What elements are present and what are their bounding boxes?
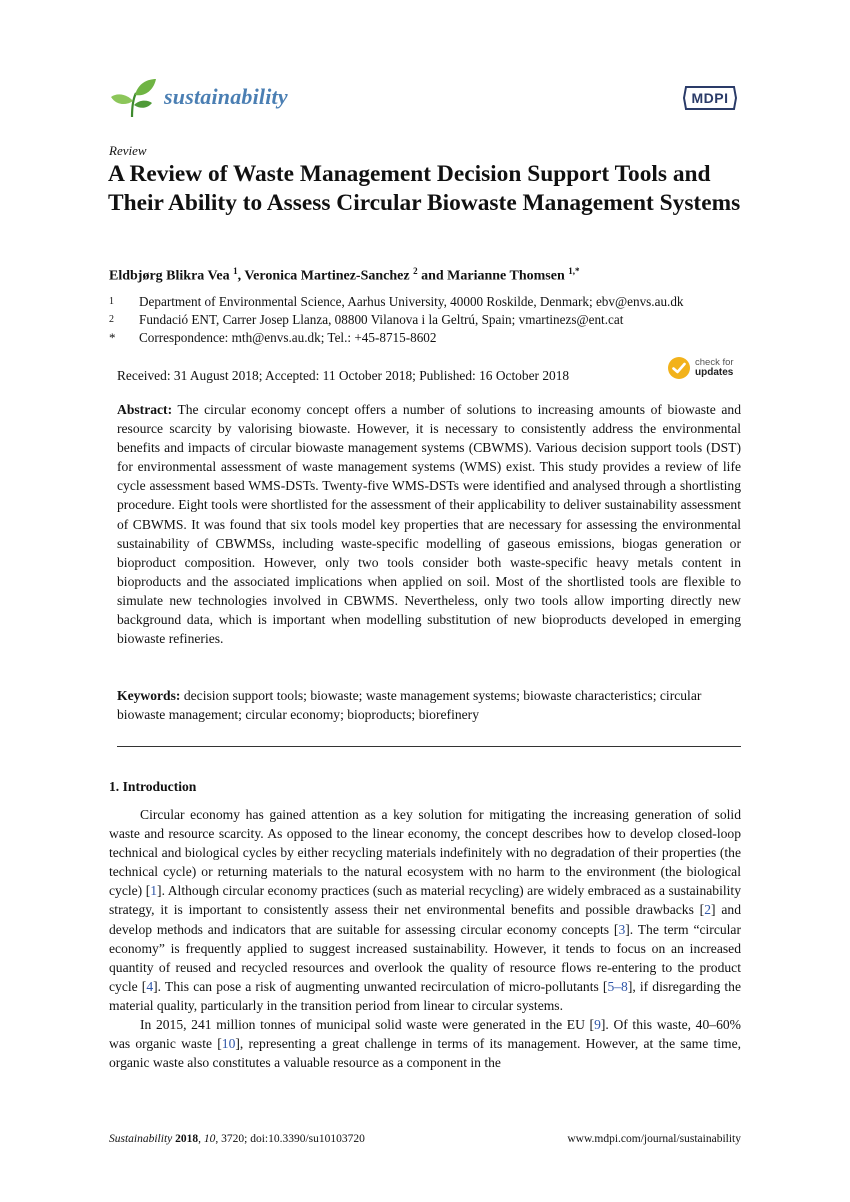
- article-title: A Review of Waste Management Decision Support Tools and Their Ability to Assess Circular Biowaste Management Systems: [108, 161, 741, 216]
- affiliation-text: Department of Environmental Science, Aarhus University, 40000 Roskilde, Denmark; ebv@envs.au.dk: [139, 294, 684, 309]
- affiliation-text: Correspondence: mth@envs.au.dk; Tel.: +45-8715-8602: [139, 330, 437, 345]
- footer-doi: , 3720; doi:10.3390/su10103720: [215, 1133, 365, 1145]
- citation-link[interactable]: 2: [704, 902, 712, 918]
- journal-logo[interactable]: [108, 72, 288, 122]
- publication-dates: Received: 31 August 2018; Accepted: 11 October 2018; Published: 16 October 2018: [117, 368, 570, 383]
- paragraph-text: ]. Although circular economy practices (such as material recycling) are widely embraced as a sustainability strategy, it is important to consistently assess their net environmental benefits and possible drawbacks [: [109, 883, 741, 918]
- journal-name: sustainability: [164, 84, 288, 109]
- author-affiliation-marker: 1,*: [568, 266, 580, 276]
- author-separator: ,: [237, 268, 245, 284]
- affiliation-item: [109, 293, 749, 311]
- mdpi-logo-text: MDPI: [691, 90, 729, 106]
- citation-link[interactable]: 10: [221, 1036, 236, 1052]
- citation-link[interactable]: 1: [150, 883, 158, 899]
- footer-year: 2018: [175, 1133, 199, 1145]
- affiliation-text: Fundació ENT, Carrer Josep Llanza, 08800 Vilanova i la Geltrú, Spain; vmartinezs@ent.cat: [139, 312, 624, 327]
- paragraph-2: [109, 1015, 741, 1072]
- paragraph-text: ]. The term “circular economy” is frequently applied to suggest increased sustainability. However, it tends to focus on an increased quantity of reused and recycled resources and overlook the quality of resource flows re-entering to the product cycle [: [109, 921, 741, 994]
- affiliation-marker: 2: [109, 314, 114, 325]
- check-updates-line2: updates: [695, 367, 734, 378]
- paragraph-text: ]. Of this waste, 40–60% was organic waste [: [109, 1017, 741, 1052]
- journal-url-link[interactable]: www.mdpi.com/journal/sustainability: [567, 1133, 741, 1145]
- citation-link[interactable]: 9: [594, 1017, 601, 1033]
- citation-link[interactable]: 5–8: [607, 978, 628, 994]
- plant-icon: [108, 73, 160, 121]
- citation-link[interactable]: 4: [146, 978, 154, 994]
- keywords-text: decision support tools; biowaste; waste management systems; biowaste characteristics; circular biowaste management; circular economy; bioproducts; biorefinery: [117, 688, 702, 723]
- paragraph-text: ], representing a great challenge in terms of its management. However, at the same time, organic waste also constitutes a valuable resource as a component in the: [109, 1036, 741, 1071]
- author-affiliation-marker: 1: [233, 266, 238, 276]
- check-updates-text: [695, 358, 734, 378]
- author-separator: and: [417, 268, 448, 284]
- affiliations: [109, 293, 749, 347]
- paragraph-text: ], if disregarding the material quality, particularly in the transition period from linear to circular systems.: [109, 978, 741, 1013]
- check-updates-line1: check for: [695, 357, 734, 368]
- author-name[interactable]: Veronica Martinez-Sanchez: [244, 268, 414, 284]
- author-list: [109, 266, 749, 285]
- paragraph-1: [109, 805, 741, 1015]
- page-footer: [109, 1133, 741, 1145]
- citation-line: Sustainability 2018, 10, 3720; doi:10.3390/su10103720: [109, 1133, 365, 1145]
- section-heading: 1. Introduction: [109, 779, 197, 794]
- citation-link[interactable]: 3: [618, 921, 626, 937]
- author-affiliation-marker: 2: [413, 266, 418, 276]
- affiliation-item: [109, 311, 749, 329]
- keywords: [117, 686, 741, 724]
- author-name[interactable]: Eldbjørg Blikra Vea: [109, 268, 234, 284]
- paragraph-text: Circular economy has gained attention as a key solution for mitigating the increasing generation of solid waste and resource scarcity. As opposed to the linear economy, the concept describes how to develop closed-loop technical and biological cycles by either recycling materials indefinitely with no degradation of their properties (the technical cycle) or returning materials to the natural ecosystem with no harm to the environment (the biological cycle) [: [109, 807, 741, 899]
- paragraph-text: ] and develop methods and indicators that are suitable for assessing circular economy concepts [: [109, 902, 741, 937]
- affiliation-marker: 1: [109, 296, 114, 307]
- footer-journal: Sustainability: [109, 1133, 173, 1145]
- author-name[interactable]: Marianne Thomsen: [447, 268, 569, 284]
- check-updates-icon: [667, 356, 691, 380]
- check-for-updates-badge[interactable]: [667, 353, 747, 383]
- affiliation-item: [109, 329, 749, 347]
- paragraph-text: In 2015, 241 million tonnes of municipal solid waste were generated in the EU [: [140, 1017, 595, 1033]
- abstract-text: The circular economy concept offers a number of solutions to increasing amounts of biowaste and resource scarcity by valorising biowaste. However, it is necessary to consistently address the environmental benefits and impacts of circular biowaste management systems (CBWMS). Various decision support tools (DST) for environmental assessment of waste management systems (WMS) exist. This study provides a review of life cycle assessment based WMS-DSTs. Twenty-five WMS-DSTs were identified and analysed through a shortlisting procedure. Eight tools were shortlisted for the assessment of their applicability to deliver sustainability assessment of CBWMS. It was found that six tools model key properties that are necessary for assessing the environmental sustainability of CBWMSs, including waste-specific modelling of gaseous emissions, biogas generation or bioproduct composition. However, only two tools consider both waste-specific heavy metals content in bioproducts and the associated implications when applied on soil. Most of the shortlisted tools are flexible to simulate new technologies involved in CBWMS. Nevertheless, only two tools allow importing directly new background data, which is important when modelling substitution of new bioproducts developed in emerging biowaste refineries.: [117, 402, 742, 647]
- paragraph-text: ]. This can pose a risk of augmenting unwanted recirculation of micro-pollutants [: [153, 978, 608, 994]
- article-type: Review: [109, 143, 147, 158]
- introduction-body: [109, 805, 741, 1072]
- keywords-label: Keywords:: [117, 688, 181, 703]
- footer-volume: 10: [203, 1133, 216, 1145]
- affiliation-marker: *: [109, 330, 116, 345]
- divider: [117, 746, 741, 747]
- abstract-label: Abstract:: [117, 402, 173, 417]
- mdpi-logo[interactable]: [680, 82, 740, 114]
- abstract: [117, 400, 741, 648]
